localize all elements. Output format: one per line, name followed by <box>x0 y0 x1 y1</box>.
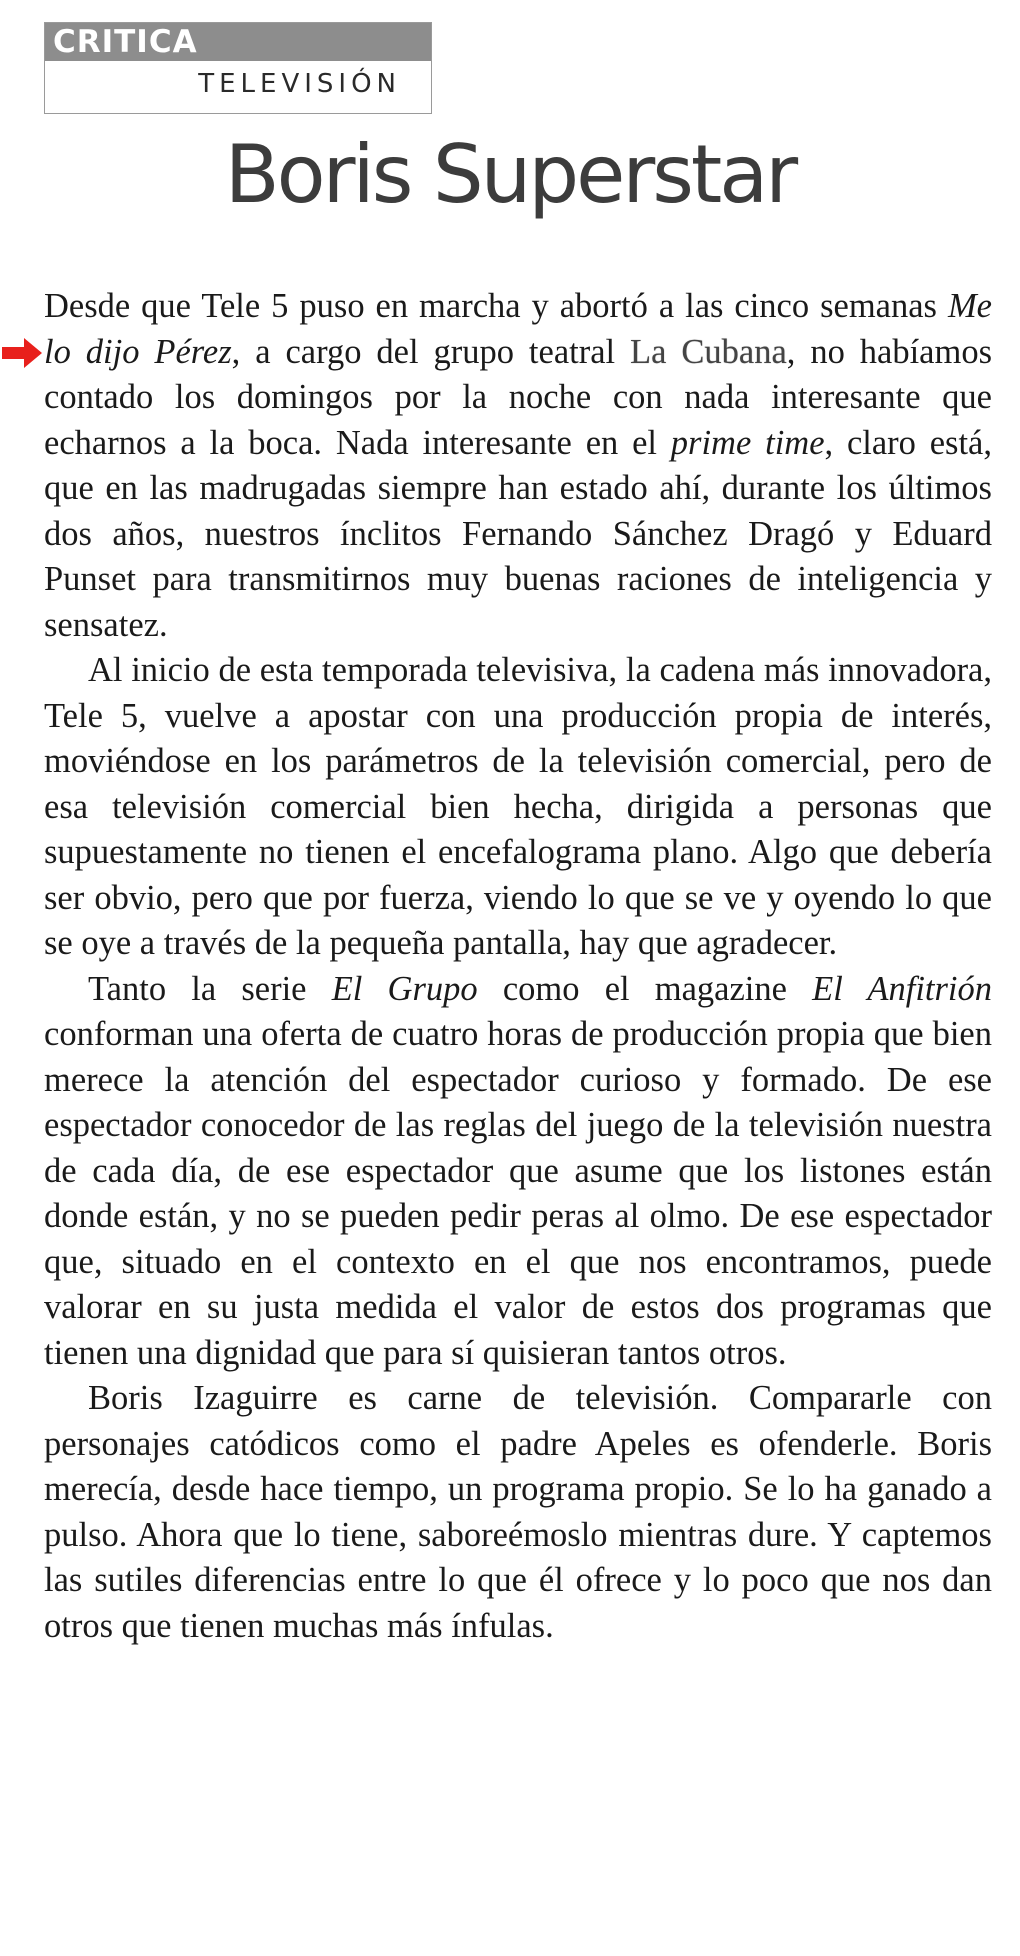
program-title-el-grupo: El Grupo <box>331 969 478 1008</box>
article-title: Boris Superstar <box>224 128 796 221</box>
subsection-label: TELEVISIÓN <box>198 69 401 99</box>
arrow-right-icon <box>0 336 44 370</box>
section-label: CRITICA <box>53 24 198 60</box>
paragraph-2: Al inicio de esta temporada televisiva, la cadena más innovadora, Tele 5, vuelve a apostar con una producción propia de interés, moviéndose en los parámetros de la televisión comercial, pero de esa televisión comercial bien hecha, dirigida a personas que supuestamente no tienen el encefalograma plano. Algo que debería ser obvio, pero que por fuerza, viendo lo que se ve y oyendo lo que se oye a través de la pequeña pantalla, hay que agradecer. <box>44 651 992 962</box>
p3-text-e: conforman una oferta de cuatro horas de producción propia que bien merece la atención del espectador curioso y formado. De ese espectador conocedor de las reglas del juego de la televisión nuestra de cada día, de ese espectador que asume que los listones están donde están, y no se pueden pedir peras al olmo. De ese espectador que, situado en el contexto en el que nos encontramos, puede valorar en su justa medida el valor de estos dos programas que tienen una dignidad que para sí quisieran tantos otros. <box>44 1015 992 1372</box>
paragraph-1 <box>44 284 992 648</box>
program-title-el-anfitrion: El Anfitrión <box>812 969 992 1008</box>
p1-text-g: , claro está, que en las madrugadas siempre han estado ahí, durante los últimos dos años, nuestros ínclitos Fernando Sánchez Dragó y Eduard Punset para transmitirnos muy buenas raciones de inteligencia y sensatez. <box>44 423 992 644</box>
p3-text-c: como el magazine <box>477 969 813 1008</box>
program-title-me-lo-dijo-perez: Me lo dijo Pérez <box>44 287 992 371</box>
group-name-la-cubana: La Cubana <box>630 332 787 371</box>
section-band <box>45 23 431 61</box>
p1-text-e: , no habíamos contado los domingos por la noche con nada interesante que echarnos a la boca. Nada interesante en el <box>44 332 992 462</box>
p3-text-a: Tanto la serie <box>88 969 332 1008</box>
section-header <box>44 22 432 114</box>
paragraph-4: Boris Izaguirre es carne de televisión. Compararle con personajes catódicos como el padre Apeles es ofenderle. Boris merecía, desde hace tiempo, un programa propio. Se lo ha ganado a pulso. Ahora que lo tiene, saboreémoslo mientras dure. Y captemos las sutiles diferencias entre lo que él ofrece y lo poco que nos dan otros que tienen muchas más ínfulas. <box>44 1379 992 1645</box>
article-body <box>44 284 992 1649</box>
p1-text-c: , a cargo del grupo teatral <box>231 332 631 371</box>
paragraph-3 <box>44 967 992 1377</box>
term-prime-time: prime time <box>670 423 825 462</box>
p1-text-a: Desde que Tele 5 puso en marcha y abortó a las cinco semanas <box>44 287 948 325</box>
